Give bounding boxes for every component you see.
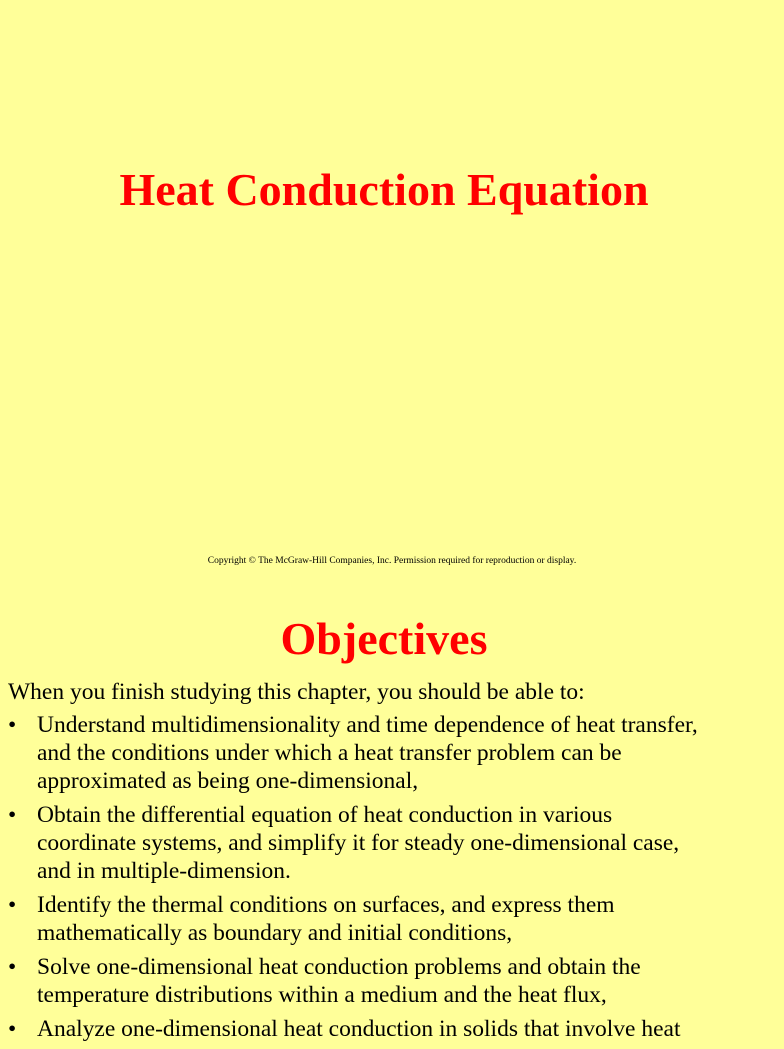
objective-line: coordinate systems, and simplify it for steady one-dimensional case, (37, 830, 680, 856)
bullet-icon: • (8, 712, 17, 738)
objective-item-3 (0, 891, 768, 947)
bullet-icon: • (8, 954, 17, 980)
bullet-icon: • (8, 892, 17, 918)
objective-line: Identify the thermal conditions on surfaces, and express them (37, 892, 615, 918)
objective-line: Understand multidimensionality and time dependence of heat transfer, (37, 712, 698, 738)
objective-line: Obtain the differential equation of heat conduction in various (37, 802, 613, 828)
copyright-notice: Copyright © The McGraw-Hill Companies, Inc. Permission required for reproduction or display. (207, 556, 577, 566)
objectives-intro: When you finish studying this chapter, you should be able to: (8, 679, 585, 705)
objective-line: Analyze one-dimensional heat conduction in solids that involve heat (37, 1016, 681, 1042)
bullet-icon: • (8, 802, 17, 828)
objective-line: Solve one-dimensional heat conduction problems and obtain the (37, 954, 641, 980)
slide-title: Heat Conduction Equation (119, 164, 649, 215)
objective-item-5 (0, 1015, 768, 1043)
objective-line: approximated as being one-dimensional, (37, 768, 419, 794)
objectives-slide (0, 590, 768, 1042)
bullet-icon: • (8, 1016, 17, 1042)
objective-item-1 (0, 711, 768, 795)
objective-item-2 (0, 801, 768, 885)
objective-line: and in multiple-dimension. (37, 858, 291, 884)
objective-line: temperature distributions within a medium and the heat flux, (37, 982, 607, 1008)
objectives-list (0, 711, 768, 1049)
objective-line: and the conditions under which a heat transfer problem can be (37, 740, 622, 766)
objective-line: mathematically as boundary and initial conditions, (37, 920, 513, 946)
objectives-title: Objectives (280, 613, 488, 664)
objective-item-4 (0, 953, 768, 1009)
